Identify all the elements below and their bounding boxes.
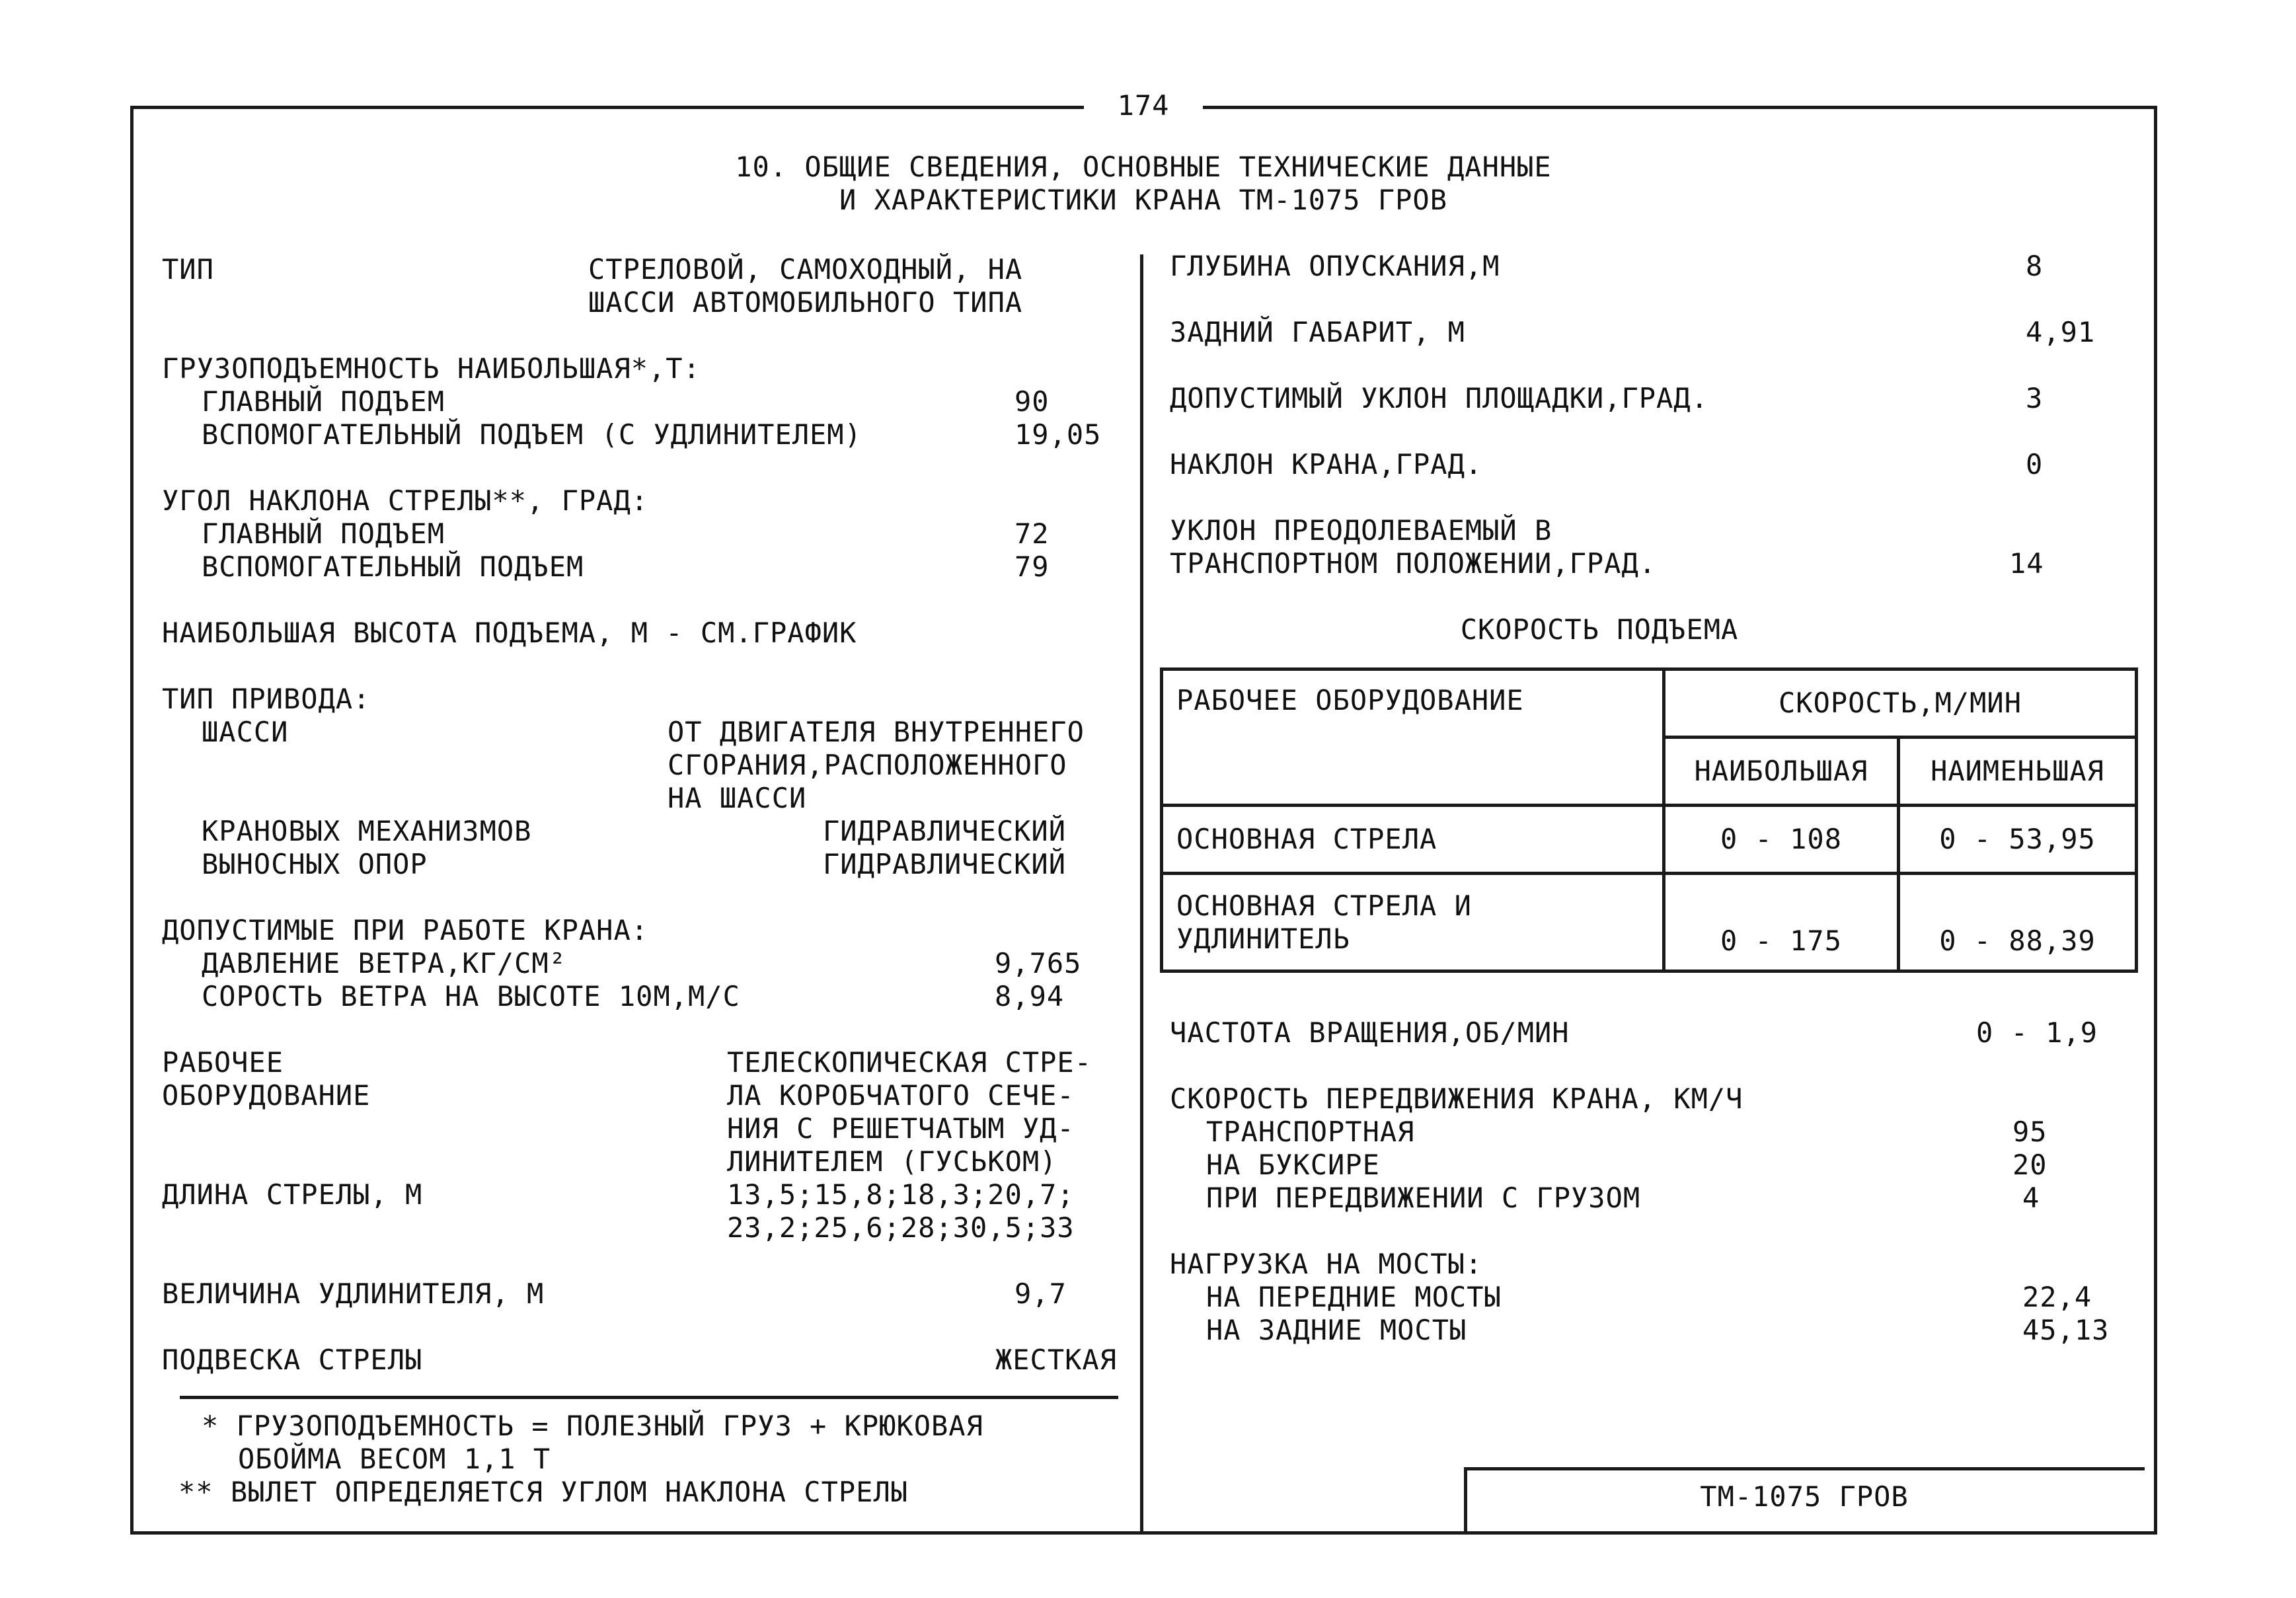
drive-chassis-label: ШАССИ: [202, 716, 289, 748]
wind-speed-value: 8,94: [995, 980, 1065, 1012]
rear-label: ЗАДНИЙ ГАБАРИТ, М: [1170, 316, 1465, 348]
grade-label-2: ТРАНСПОРТНОМ ПОЛОЖЕНИИ,ГРАД.: [1170, 547, 1657, 580]
equipment-label-1: РАБОЧЕЕ: [162, 1046, 284, 1079]
row-2-max: 0 - 175: [1664, 874, 1899, 971]
header-min: НАИМЕНЬШАЯ: [1899, 738, 2137, 806]
wind-pressure-value: 9,765: [995, 947, 1082, 979]
footnote-1-line-2: ОБОЙМА ВЕСОМ 1,1 Т: [238, 1443, 551, 1475]
header-speed: СКОРОСТЬ,М/МИН: [1664, 669, 2137, 738]
rotation-label: ЧАСТОТА ВРАЩЕНИЯ,ОБ/МИН: [1170, 1016, 1570, 1049]
type-value-1: СТРЕЛОВОЙ, САМОХОДНЫЙ, НА: [588, 253, 1023, 285]
drive-chassis-value-3: НА ШАССИ: [668, 782, 807, 814]
footnote-rule: [180, 1396, 1118, 1399]
angle-main-value: 72: [1014, 517, 1050, 550]
boom-length-label: ДЛИНА СТРЕЛЫ, М: [162, 1178, 423, 1211]
slope-value: 3: [2026, 382, 2044, 414]
header-equipment: РАБОЧЕЕ ОБОРУДОВАНИЕ: [1162, 669, 1664, 806]
wind-speed-label: СОРОСТЬ ВЕТРА НА ВЫСОТЕ 10М,М/С: [202, 980, 740, 1012]
column-divider: [1140, 254, 1143, 1533]
page-number: 174: [1117, 89, 1170, 122]
axle-heading: НАГРУЗКА НА МОСТЫ:: [1170, 1248, 1483, 1280]
boom-length-value-1: 13,5;15,8;18,3;20,7;: [727, 1178, 1075, 1211]
row-2-min: 0 - 88,39: [1899, 874, 2137, 971]
axle-front-label: НА ПЕРЕДНИЕ МОСТЫ: [1206, 1281, 1502, 1313]
travel-load-value: 4: [2022, 1182, 2040, 1214]
boom-length-value-2: 23,2;25,6;28;30,5;33: [727, 1211, 1075, 1244]
angle-aux-value: 79: [1014, 551, 1050, 583]
drive-crane-label: КРАНОВЫХ МЕХАНИЗМОВ: [202, 815, 532, 847]
drive-outrig-label: ВЫНОСНЫХ ОПОР: [202, 848, 428, 880]
equipment-value-2: ЛА КОРОБЧАТОГО СЕЧЕ-: [727, 1079, 1075, 1112]
wind-pressure-label: ДАВЛЕНИЕ ВЕТРА,КГ/СМ²: [202, 947, 567, 979]
row-1-equipment: ОСНОВНАЯ СТРЕЛА: [1162, 806, 1664, 874]
angle-aux-label: ВСПОМОГАТЕЛЬНЫЙ ПОДЪЕМ: [202, 551, 584, 583]
travel-transport-label: ТРАНСПОРТНАЯ: [1206, 1116, 1415, 1148]
title-block-text: ТМ-1075 ГРОВ: [1700, 1480, 1909, 1513]
drive-crane-value: ГИДРАВЛИЧЕСКИЙ: [823, 815, 1067, 847]
type-value-2: ШАССИ АВТОМОБИЛЬНОГО ТИПА: [588, 286, 1023, 319]
lifting-speed-table: [1160, 667, 2138, 973]
suspension-label: ПОДВЕСКА СТРЕЛЫ: [162, 1344, 423, 1376]
travel-tow-value: 20: [2012, 1149, 2047, 1181]
capacity-main-value: 90: [1014, 385, 1050, 418]
grade-value: 14: [2009, 547, 2044, 580]
axle-front-value: 22,4: [2022, 1281, 2092, 1313]
table-row: [1162, 874, 2137, 971]
tilt-label: НАКЛОН КРАНА,ГРАД.: [1170, 448, 1483, 480]
drive-chassis-value-1: ОТ ДВИГАТЕЛЯ ВНУТРЕННЕГО: [668, 716, 1085, 748]
rear-value: 4,91: [2026, 316, 2096, 348]
depth-value: 8: [2026, 250, 2044, 282]
drive-outrig-value: ГИДРАВЛИЧЕСКИЙ: [823, 848, 1067, 880]
slope-label: ДОПУСТИМЫЙ УКЛОН ПЛОЩАДКИ,ГРАД.: [1170, 382, 1708, 414]
row-2-equipment-line-1: ОСНОВНАЯ СТРЕЛА И: [1176, 889, 1472, 922]
equipment-value-3: НИЯ С РЕШЕТЧАТЫМ УД-: [727, 1112, 1075, 1145]
depth-label: ГЛУБИНА ОПУСКАНИЯ,М: [1170, 250, 1500, 282]
equipment-label-2: ОБОРУДОВАНИЕ: [162, 1079, 371, 1112]
capacity-heading: ГРУЗОПОДЪЕМНОСТЬ НАИБОЛЬШАЯ*,Т:: [162, 352, 701, 385]
jib-label: ВЕЛИЧИНА УДЛИНИТЕЛЯ, М: [162, 1277, 545, 1310]
axle-rear-value: 45,13: [2022, 1314, 2110, 1346]
jib-value: 9,7: [1014, 1277, 1067, 1310]
row-2-equipment: [1162, 874, 1664, 971]
drive-chassis-value-2: СГОРАНИЯ,РАСПОЛОЖЕННОГО: [668, 749, 1067, 781]
grade-label-1: УКЛОН ПРЕОДОЛЕВАЕМЫЙ В: [1170, 514, 1552, 547]
row-1-min: 0 - 53,95: [1899, 806, 2137, 874]
angle-heading: УГОЛ НАКЛОНА СТРЕЛЫ**, ГРАД:: [162, 484, 649, 517]
document-title-line-2: И ХАРАКТЕРИСТИКИ КРАНА ТМ-1075 ГРОВ: [839, 184, 1447, 216]
speed-heading: СКОРОСТЬ ПОДЪЕМА: [1460, 613, 1739, 646]
wind-heading: ДОПУСТИМЫЕ ПРИ РАБОТЕ КРАНА:: [162, 914, 649, 946]
max-height: НАИБОЛЬШАЯ ВЫСОТА ПОДЪЕМА, М - СМ.ГРАФИК: [162, 617, 857, 649]
table-row: [1162, 806, 2137, 874]
rotation-value: 0 - 1,9: [1976, 1016, 2098, 1049]
travel-transport-value: 95: [2012, 1116, 2047, 1148]
row-2-equipment-line-2: УДЛИНИТЕЛЬ: [1176, 922, 1350, 955]
travel-heading: СКОРОСТЬ ПЕРЕДВИЖЕНИЯ КРАНА, КМ/Ч: [1170, 1083, 1743, 1115]
drive-heading: ТИП ПРИВОДА:: [162, 683, 371, 715]
equipment-value-4: ЛИНИТЕЛЕМ (ГУСЬКОМ): [727, 1145, 1057, 1178]
travel-load-label: ПРИ ПЕРЕДВИЖЕНИИ С ГРУЗОМ: [1206, 1182, 1641, 1214]
row-1-max: 0 - 108: [1664, 806, 1899, 874]
capacity-main-label: ГЛАВНЫЙ ПОДЪЕМ: [202, 385, 445, 418]
footnote-2: ** ВЫЛЕТ ОПРЕДЕЛЯЕТСЯ УГЛОМ НАКЛОНА СТРЕЛЫ: [178, 1476, 909, 1508]
type-label: ТИП: [162, 253, 214, 285]
travel-tow-label: НА БУКСИРЕ: [1206, 1149, 1380, 1181]
equipment-value-1: ТЕЛЕСКОПИЧЕСКАЯ СТРЕ-: [727, 1046, 1092, 1079]
axle-rear-label: НА ЗАДНИЕ МОСТЫ: [1206, 1314, 1467, 1346]
tilt-value: 0: [2026, 448, 2044, 480]
footnote-1-line-1: * ГРУЗОПОДЪЕМНОСТЬ = ПОЛЕЗНЫЙ ГРУЗ + КРЮКОВАЯ: [202, 1410, 983, 1442]
angle-main-label: ГЛАВНЫЙ ПОДЪЕМ: [202, 517, 445, 550]
document-title-line-1: 10. ОБЩИЕ СВЕДЕНИЯ, ОСНОВНЫЕ ТЕХНИЧЕСКИЕ ДАННЫЕ: [735, 151, 1552, 183]
capacity-aux-label: ВСПОМОГАТЕЛЬНЫЙ ПОДЪЕМ (С УДЛИНИТЕЛЕМ): [202, 418, 862, 451]
header-max: НАИБОЛЬШАЯ: [1664, 738, 1899, 806]
suspension-value: ЖЕСТКАЯ: [995, 1344, 1117, 1376]
capacity-aux-value: 19,05: [1014, 418, 1102, 451]
